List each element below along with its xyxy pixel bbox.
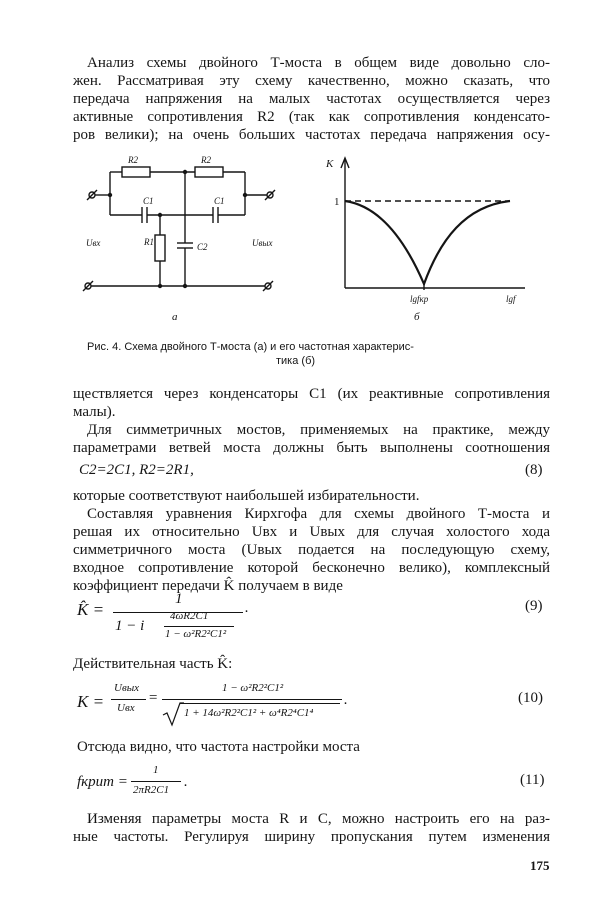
frequency-graph [341,158,525,290]
resistor-r2-right [195,167,223,177]
equation-11-numerator: 1 [153,764,159,776]
para2-line-1: ществляется через конденсаторы C1 (их реактивные сопротивления [73,386,550,402]
response-curve [345,201,510,284]
equation-8: C2=2C1, R2=2R1, [79,462,194,478]
x-axis-label: lgf [506,294,516,304]
equation-9-inner-denominator: 1 − ω²R2²C1² [165,628,227,640]
para1-line-5: ров велики); на очень больших частотах передача напряжения осу- [73,127,550,143]
equation-9-lhs: K̂ = [77,600,105,619]
label-u-out: Uвых [252,238,273,248]
circuit-diagram [83,167,275,291]
equation-10-number: (10) [518,690,543,706]
equation-8-number: (8) [525,462,543,478]
para4: которые соответствуют наибольшей избирательности. [73,488,420,504]
label-c1-left: C1 [143,196,154,206]
equation-10-f2-bar [162,699,342,700]
resistor-r1 [155,235,165,261]
para5-line-3: симметричного моста (Uвых подается на последующую схему, [73,542,550,558]
equation-10-f2-numerator: 1 − ω²R2²C1² [222,682,284,694]
equation-11-denominator: 2πR2C1 [133,784,170,796]
equation-10-f2-denominator: 1 + 14ω²R2²C1² + ω⁴R2⁴C1⁴ [184,707,314,719]
sqrt-sign [162,701,184,727]
label-r2-right: R2 [201,155,211,165]
sublabel-b: б [414,311,420,323]
para3-line-1: Для симметричных мостов, применяемых на практике, между [87,422,550,438]
para5-line-1: Составляя уравнения Кирхгофа для схемы двойного Т-моста и [87,506,550,522]
figure-caption-line-1: Рис. 4. Схема двойного Т-моста (а) и его частотная характерис- [87,341,414,353]
para5-line-2: решая их относительно Uвх и Uвых для случая холостого хода [73,524,550,540]
label-r1: R1 [144,237,154,247]
y-tick-one: 1 [334,196,340,208]
equation-11-period: . [184,774,188,790]
para7: Отсюда видно, что частота настройки моста [77,739,360,755]
equation-9-period: . [245,600,249,616]
equation-11-fraction-bar [131,781,181,782]
para2-line-2: малы). [73,404,116,420]
para6: Действительная часть K̂: [73,656,233,672]
para1-line-1: Анализ схемы двойного Т-моста в общем виде довольно сло- [87,55,550,71]
para1-line-3: передача напряжения на малых частотах осуществляется через [73,91,550,107]
para5-line-5: коэффициент передачи K̂ получаем в виде [73,578,343,594]
equation-10-period: . [344,692,348,708]
sqrt-overline [180,703,340,704]
circuit-junctions [108,170,247,288]
equation-10-f1-denominator: Uвх [117,702,135,714]
figure-4 [0,140,600,340]
equation-11-lhs: fкрит = [77,774,128,790]
para8-line-1: Изменяя параметры моста R и C, можно настроить его на раз- [87,811,550,827]
equation-9-inner-fraction-bar [164,626,234,627]
label-c2: C2 [197,242,208,252]
resistor-r2-left [122,167,150,177]
label-u-in: Uвх [86,238,101,248]
graph-labels [325,158,517,323]
figure-caption-line-2: тика (б) [276,355,316,367]
label-r2-left: R2 [128,155,138,165]
equation-9-number: (9) [525,598,543,614]
equation-10-f1-bar [111,699,146,700]
equation-10-equals: = [148,690,159,706]
para5-line-4: входное сопротивление которой бесконечно велико), комплексный [73,560,550,576]
sublabel-a: а [172,311,178,323]
y-axis-label: K [326,158,334,170]
equation-9-denominator-prefix: 1 − i [115,618,145,634]
para1-line-2: жен. Рассматривая эту схему качественно, можно сказать, что [73,73,550,89]
equation-10-f1-numerator: Uвых [114,682,140,694]
page-number: 175 [530,858,550,873]
label-c1-right: C1 [214,196,225,206]
equation-11-number: (11) [520,772,545,788]
x-tick-fcrit: lgfкр [410,294,429,304]
para1-line-4: активные сопротивления R2 (так как сопротивления конденсато- [73,109,550,125]
equation-9-numerator: 1 [175,591,183,607]
para3-line-2: параметрами ветвей моста должны быть выполнены соотношения [73,440,550,456]
equation-10-lhs: K = [77,692,105,711]
equation-9-inner-numerator: 4ωR2C1 [170,610,209,622]
para8-line-2: ные частоты. Регулируя ширину пропускания путем изменения [73,829,550,845]
